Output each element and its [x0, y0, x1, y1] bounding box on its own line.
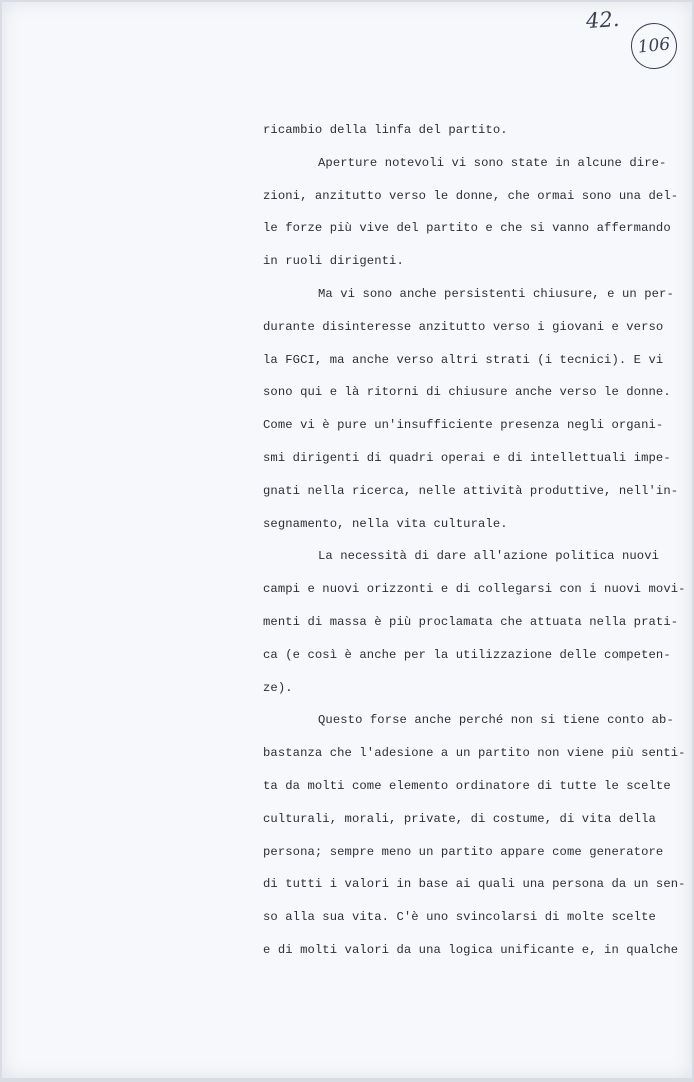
text-line: Ma vi sono anche persistenti chiusure, e un per-: [318, 286, 674, 301]
text-line: persona; sempre meno un partito appare come generatore: [263, 844, 664, 859]
text-line: e di molti valori da una logica unificante e, in qualche: [263, 942, 679, 957]
text-line: gnati nella ricerca, nelle attività produttive, nell'in-: [263, 483, 679, 498]
text-line: ricambio della linfa del partito.: [263, 123, 508, 137]
text-line: ze).: [263, 680, 293, 695]
paragraph: [263, 546, 686, 710]
text-line: Aperture notevoli vi sono state in alcune dire-: [318, 155, 667, 170]
document-page: [2, 2, 692, 1078]
text-line: le forze più vive del partito e che si vanno affermando: [263, 221, 671, 236]
text-line: Come vi è pure un'insufficiente presenza negli organi-: [263, 418, 664, 433]
text-line: di tutti i valori in base ai quali una persona da un sen-: [263, 877, 686, 892]
text-line: La necessità di dare all'azione politica nuovi: [318, 549, 660, 564]
paragraph: [263, 284, 683, 546]
text-line: smi dirigenti di quadri operai e di intellettuali impe-: [263, 450, 671, 465]
paragraph: [263, 153, 683, 284]
text-line: menti di massa è più proclamata che attuata nella prati-: [263, 614, 679, 629]
text-line: durante disinteresse anzitutto verso i giovani e verso: [263, 319, 664, 334]
circled-page-number-text: 106: [636, 34, 672, 58]
text-line: sono qui e là ritorni di chiusure anche verso le donne.: [263, 385, 671, 400]
text-line: so alla sua vita. C'è uno svincolarsi di molte scelte: [263, 910, 656, 925]
paragraph: [263, 120, 683, 153]
body-text: [263, 120, 686, 973]
text-line: ta da molti come elemento ordinatore di tutte le scelte: [263, 778, 671, 793]
circled-page-number: [629, 21, 680, 72]
text-line: in ruoli dirigenti.: [263, 254, 404, 269]
text-line: bastanza che l'adesione a un partito non viene più senti-: [263, 746, 686, 761]
paragraph: [263, 710, 686, 972]
handwritten-page-number: 42.: [585, 6, 621, 34]
text-line: campi e nuovi orizzonti e di collegarsi con i nuovi movi-: [263, 582, 686, 597]
text-line: segnamento, nella vita culturale.: [263, 516, 508, 531]
text-line: culturali, morali, private, di costume, di vita della: [263, 811, 656, 826]
text-line: Questo forse anche perché non si tiene conto ab-: [318, 713, 674, 728]
text-line: zioni, anzitutto verso le donne, che ormai sono una del-: [263, 188, 679, 203]
text-line: la FGCI, ma anche verso altri strati (i tecnici). E vi: [263, 352, 664, 367]
text-line: ca (e così è anche per la utilizzazione delle competen-: [263, 647, 671, 662]
